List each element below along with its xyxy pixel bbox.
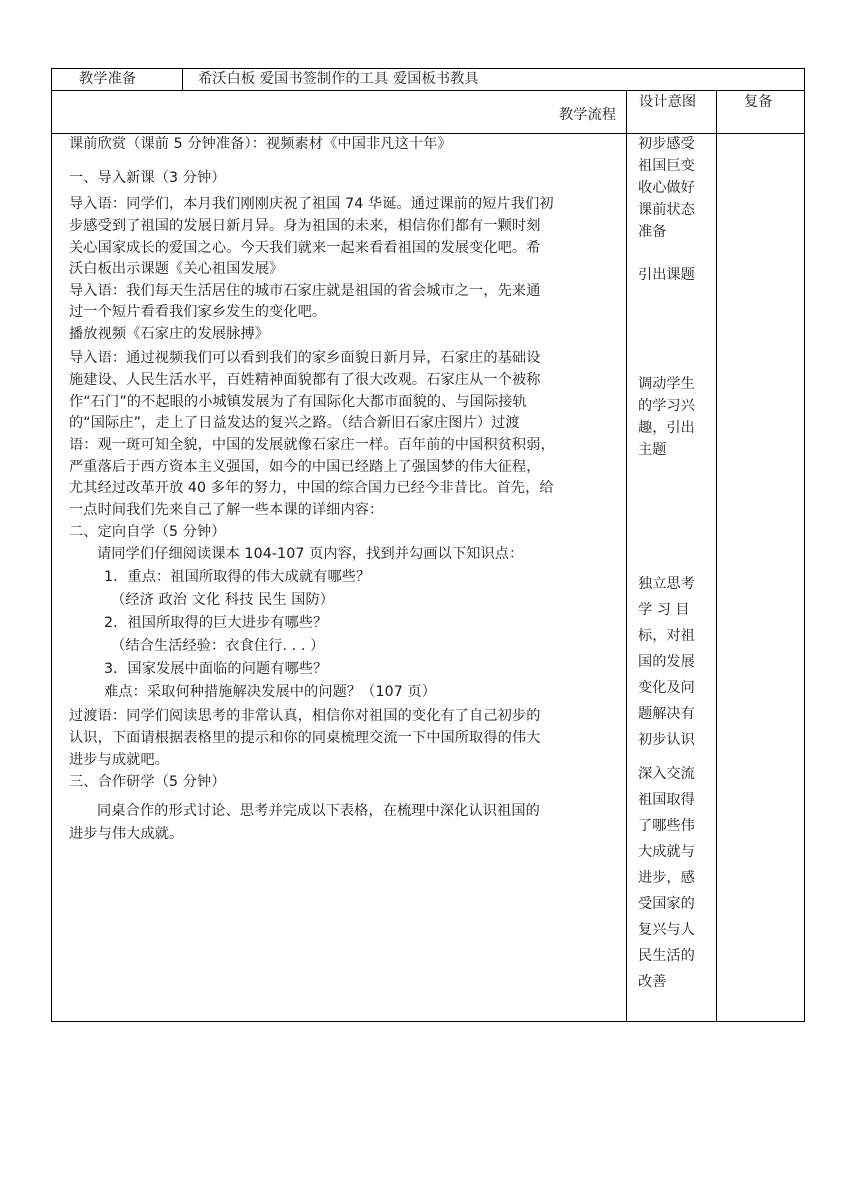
design-note: 变化及问 [638, 680, 695, 696]
process-line: 作“石门”的不起眼的小城镇发展为了有国际化大都市面貌的、与国际接轨 [69, 394, 527, 410]
process-line: 难点：采取何种措施解决发展中的问题？（107 页） [104, 684, 437, 700]
design-note: 初步认识 [638, 732, 695, 748]
process-line: 沃白板出示课题《关心祖国发展》 [69, 261, 284, 277]
process-line: 1．重点：祖国所取得的伟大成就有哪些？ [104, 569, 371, 585]
process-line: 播放视频《石家庄的发展脉搏》 [69, 326, 270, 342]
process-line: 进步与伟大成就。 [69, 826, 184, 842]
prep-label: 教学准备 [79, 71, 137, 87]
process-line: 课前欣赏（课前 5 分钟准备）：视频素材《中国非凡这十年》 [69, 136, 452, 152]
header-col-divider [182, 68, 183, 90]
design-note: 复兴与人 [638, 922, 695, 938]
design-note: 标，对祖 [638, 628, 695, 644]
process-line: 过一个短片看看我们家乡发生的变化吧。 [69, 304, 327, 320]
design-note: 学 习 目 [638, 602, 690, 618]
process-line: 三、合作研学（5 分钟） [69, 774, 226, 790]
process-line: （经济 政治 文化 科技 民生 国防） [111, 592, 335, 608]
design-note: 祖国取得 [638, 792, 695, 808]
lesson-plan-table [51, 68, 806, 1023]
design-note: 改善 [638, 974, 667, 990]
design-note: 民生活的 [638, 948, 695, 964]
process-line: 过渡语：同学们阅读思考的非常认真，相信你对祖国的变化有了自己初步的 [69, 708, 541, 724]
process-line: 请同学们仔细阅读课本 104-107 页内容，找到并勾画以下知识点： [97, 546, 524, 562]
design-note: 受国家的 [638, 896, 695, 912]
process-line: 进步与成就吧。 [69, 752, 170, 768]
design-note: 的学习兴 [638, 398, 695, 414]
process-line: 语：观一斑可知全貌，中国的发展就像石家庄一样。百年前的中国积贫积弱， [69, 437, 555, 453]
review-heading: 复备 [744, 94, 773, 110]
process-line: 严重落后于西方资本主义强国，如今的中国已经踏上了强国梦的伟大征程， [69, 459, 541, 475]
design-note: 课前状态 [638, 202, 695, 218]
process-line: 关心国家成长的爱国之心。今天我们就来一起来看看祖国的发展变化吧。希 [69, 240, 541, 256]
design-note: 主题 [638, 442, 667, 458]
process-heading: 教学流程 [559, 107, 617, 123]
design-note: 引出课题 [638, 267, 695, 283]
design-note: 国的发展 [638, 654, 695, 670]
process-line: 一、导入新课（3 分钟） [69, 170, 226, 186]
process-line: 二、定向自学（5 分钟） [69, 524, 226, 540]
process-line: 步感受到了祖国的发展日新月异。身为祖国的未来，相信你们都有一颗时刻 [69, 218, 541, 234]
design-note: 祖国巨变 [638, 158, 695, 174]
design-note: 初步感受 [638, 136, 695, 152]
design-note: 趣，引出 [638, 420, 695, 436]
design-note: 调动学生 [638, 376, 695, 392]
design-note: 大成就与 [638, 844, 695, 860]
process-line: 认识，下面请根据表格里的提示和你的同桌梳理交流一下中国所取得的伟大 [69, 730, 541, 746]
process-line: 导入语：我们每天生活居住的城市石家庄就是祖国的省会城市之一，先来通 [69, 283, 541, 299]
design-note: 了哪些伟 [638, 818, 695, 834]
design-note: 进步，感 [638, 870, 695, 886]
process-line: 3．国家发展中面临的问题有哪些？ [104, 661, 328, 677]
col-divider-process [626, 90, 627, 1022]
design-note: 准备 [638, 224, 667, 240]
process-line: 2．祖国所取得的巨大进步有哪些？ [104, 615, 328, 631]
process-line: 导入语：同学们，本月我们刚刚庆祝了祖国 74 华诞。通过课前的短片我们初 [69, 196, 554, 212]
process-line: 施建设、人民生活水平，百姓精神面貌都有了很大改观。石家庄从一个被称 [69, 372, 541, 388]
design-note: 收心做好 [638, 180, 695, 196]
process-line: （结合生活经验：衣食住行. . . ） [111, 638, 325, 654]
design-note: 题解决有 [638, 706, 695, 722]
process-line: 尤其经过改革开放 40 多年的努力，中国的综合国力已经今非昔比。首先，给 [69, 480, 554, 496]
process-line: 同桌合作的形式讨论、思考并完成以下表格，在梳理中深化认识祖国的 [97, 803, 540, 819]
design-note: 独立思考 [638, 576, 695, 592]
prep-content: 希沃白板 爱国书签制作的工具 爱国板书教具 [198, 71, 479, 87]
process-line: 导入语：通过视频我们可以看到我们的家乡面貌日新月异，石家庄的基础设 [69, 350, 541, 366]
process-line: 的“国际庄”，走上了日益发达的复兴之路。（结合新旧石家庄图片）过渡 [69, 415, 520, 431]
col-divider-design [716, 90, 717, 1022]
design-note: 深入交流 [638, 766, 695, 782]
design-heading: 设计意图 [639, 94, 697, 110]
process-line: 一点时间我们先来自己了解一些本课的详细内容： [69, 502, 384, 518]
